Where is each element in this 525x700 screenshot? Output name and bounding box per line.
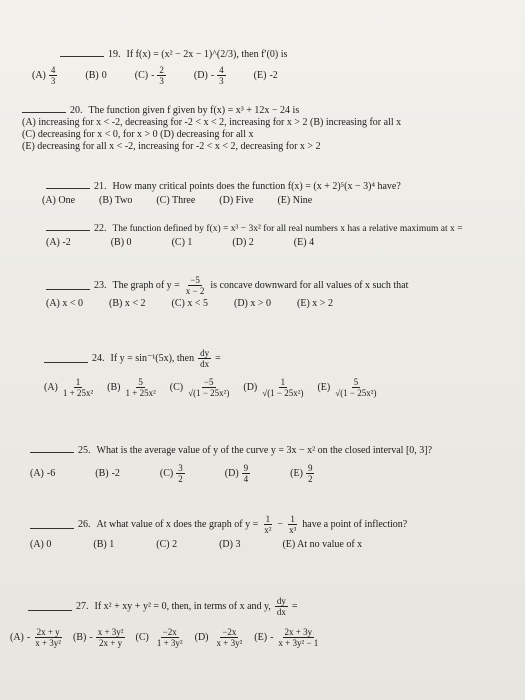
- fraction-term-1: $\frac{1}{\text{x²}}$: [264, 514, 272, 535]
- choice-line-1[interactable]: (A) increasing for x < -2, decreasing for -2 < x < 2, increasing for x > 2 (B) increasing for all x: [22, 117, 402, 128]
- choice-d[interactable]: (D) $\frac{-2x}{\text{x + 3y²}}$: [194, 627, 243, 648]
- question-number: 19.: [108, 49, 121, 60]
- choice-b[interactable]: (B) - $\frac{\text{x + 3y²}}{2x + y}$: [73, 627, 124, 648]
- answer-blank[interactable]: [46, 222, 90, 231]
- choice-a[interactable]: (A) 0: [30, 539, 52, 550]
- choice-d[interactable]: (D) x > 0: [234, 298, 272, 309]
- choice-c[interactable]: (C) - $\frac{2}{3}$: [134, 65, 164, 86]
- choice-c[interactable]: (C) $\frac{-2x}{\text{1 + 3y²}}$: [135, 627, 183, 648]
- question-stem: The function defined by f(x) = x³ − 3x² for all real numbers x has a relative maximum at x =: [112, 224, 463, 234]
- function-fraction: $\frac{-5}{x - 2}$: [185, 275, 205, 296]
- choices: [44, 377, 524, 398]
- choice-a[interactable]: (A) -6: [30, 467, 56, 479]
- question-number: 22.: [94, 223, 107, 234]
- question-number: 20.: [70, 105, 83, 116]
- fraction-term-2: $\frac{1}{\text{x³}}$: [289, 514, 297, 535]
- choice-b[interactable]: (B) -2: [95, 467, 120, 479]
- choice-c[interactable]: (C) $\frac{-5}{\text{√(1 − 25x²)}}$: [169, 377, 230, 398]
- choice-e[interactable]: (E) -2: [253, 69, 278, 81]
- choices: [32, 65, 525, 86]
- choice-a[interactable]: (A) x < 0: [46, 298, 84, 309]
- choices: [46, 298, 525, 310]
- answer-blank[interactable]: [30, 444, 74, 453]
- choice-a[interactable]: (A) -2: [46, 237, 71, 248]
- choice-b[interactable]: (B) $\frac{5}{\text{1 + 25x²}}$: [107, 377, 156, 398]
- question-27: 27. If x² + xy + y² = 0, then, in terms of x and y, $\frac{dy}{dx}$ = (A) - $\frac{2x + y}{\text{x + 3y²}}$ (B) - $\frac{\text{x + 3y²}}{2x + y}$ (C) $\frac{-2x}{\text{1 + 3y²}}$ (D) $\frac{-2x}{\text{x + 3y²}}$ (E) - $\frac{2x + 3y}{\text{x + 3y² − 1}}$: [28, 596, 522, 648]
- choice-d[interactable]: (D) $\frac{9}{4}$: [224, 463, 249, 484]
- question-22: [46, 222, 522, 249]
- choices: [10, 627, 522, 648]
- choice-e[interactable]: (E) $\frac{5}{\text{√(1 − 25x²)}}$: [317, 377, 377, 398]
- question-number: 21.: [94, 181, 107, 192]
- question-stem-end: have a point of inflection?: [302, 518, 408, 530]
- question-23: [46, 275, 525, 310]
- choice-b[interactable]: (B) 0: [110, 237, 132, 248]
- choices: [30, 539, 520, 551]
- choice-line-3[interactable]: (E) decreasing for all x < -2, increasing for -2 < x < 2, decreasing for x > 2: [22, 141, 321, 152]
- choice-d[interactable]: (D) - $\frac{4}{3}$: [193, 65, 224, 86]
- question-stem-end: is concave downward for all values of x such that: [210, 279, 409, 291]
- choice-b[interactable]: (B) x < 2: [109, 298, 146, 309]
- choice-e[interactable]: (E) Nine: [277, 195, 313, 206]
- choice-c[interactable]: (C) 2: [156, 539, 178, 550]
- choice-a[interactable]: (A) One: [42, 195, 76, 206]
- choice-a[interactable]: (A) - $\frac{2x + y}{\text{x + 3y²}}$: [10, 627, 62, 648]
- question-stem: If x² + xy + y² = 0, then, in terms of x and y,: [94, 600, 271, 612]
- question-19: [32, 48, 525, 86]
- choice-a[interactable]: (A) $\frac{4}{3}$: [32, 65, 56, 86]
- question-stem: At what value of x does the graph of y =: [96, 518, 259, 530]
- choices: [30, 463, 520, 484]
- choice-d[interactable]: (D) Five: [219, 195, 254, 206]
- derivative-symbol: $\frac{dy}{dx}$: [200, 348, 210, 369]
- question-26: 26. At what value of x does the graph of y = $\frac{1}{\text{x²}}$ − $\frac{1}{\text{x³}}$ have a point of inflection? (A) 0 (B) 1 (C) 2 (D) 3 (E) At no value of x: [30, 514, 520, 551]
- choice-b[interactable]: (B) 0: [85, 69, 107, 81]
- choice-e[interactable]: (E) $\frac{9}{2}$: [290, 463, 313, 484]
- choice-c[interactable]: (C) $\frac{3}{2}$: [159, 463, 183, 484]
- question-stem: If y = sin⁻¹(5x), then: [110, 352, 195, 364]
- choice-c[interactable]: (C) 1: [171, 237, 193, 248]
- choice-e[interactable]: (E) 4: [293, 237, 315, 248]
- question-number: 24.: [92, 352, 105, 364]
- question-number: 25.: [78, 445, 91, 456]
- question-24: 24. If y = sin⁻¹(5x), then $\frac{dy}{dx}$ = (A) $\frac{1}{\text{1 + 25x²}}$ (B) $\frac{5}{\text{1 + 25x²}}$ (C) $\frac{-5}{\text{√(1 − 25x²)}}$ (D) $\frac{1}{\text{√(1 − 25x²)}}$ (E) $\frac{5}{\text{√(1 − 25x²)}}$: [44, 348, 524, 398]
- choice-d[interactable]: (D) 3: [219, 539, 241, 550]
- choices: [42, 195, 525, 207]
- choice-line-2[interactable]: (C) decreasing for x < 0, for x > 0 (D) decreasing for all x: [22, 129, 254, 140]
- question-25: [30, 444, 520, 484]
- answer-blank[interactable]: [46, 281, 90, 290]
- question-number: 27.: [76, 600, 89, 612]
- question-21: [42, 180, 525, 207]
- derivative-symbol: $\frac{dy}{dx}$: [276, 596, 286, 617]
- question-stem: What is the average value of y of the curve y = 3x − x² on the closed interval [0, 3]?: [96, 445, 433, 456]
- question-stem: How many critical points does the function f(x) = (x + 2)⁵(x − 3)⁴ have?: [112, 181, 401, 192]
- question-20: [22, 104, 518, 153]
- choice-c[interactable]: (C) x < 5: [171, 298, 208, 309]
- choice-e[interactable]: (E) - $\frac{2x + 3y}{\text{x + 3y² − 1}}$: [254, 627, 319, 648]
- answer-blank[interactable]: [46, 180, 90, 189]
- choice-d[interactable]: (D) $\frac{1}{\text{√(1 − 25x²)}}$: [243, 377, 304, 398]
- choice-e[interactable]: (E) At no value of x: [282, 539, 363, 550]
- choice-d[interactable]: (D) 2: [232, 237, 254, 248]
- answer-blank[interactable]: [28, 602, 72, 611]
- answer-blank[interactable]: [44, 354, 88, 363]
- question-stem: If f(x) = (x² − 2x − 1)^(2/3), then f′(0) is: [126, 49, 288, 60]
- choice-b[interactable]: (B) 1: [93, 539, 115, 550]
- answer-blank[interactable]: [22, 104, 66, 113]
- answer-blank[interactable]: [60, 48, 104, 57]
- question-number: 26.: [78, 518, 91, 530]
- answer-blank[interactable]: [30, 520, 74, 529]
- choices: [46, 237, 522, 249]
- question-stem: The function given f given by f(x) = x³ + 12x − 24 is: [88, 105, 300, 116]
- choice-a[interactable]: (A) $\frac{1}{\text{1 + 25x²}}$: [44, 377, 94, 398]
- choice-c[interactable]: (C) Three: [156, 195, 196, 206]
- question-stem: The graph of y =: [112, 279, 180, 291]
- choice-b[interactable]: (B) Two: [99, 195, 133, 206]
- choice-e[interactable]: (E) x > 2: [297, 298, 333, 309]
- question-number: 23.: [94, 279, 107, 291]
